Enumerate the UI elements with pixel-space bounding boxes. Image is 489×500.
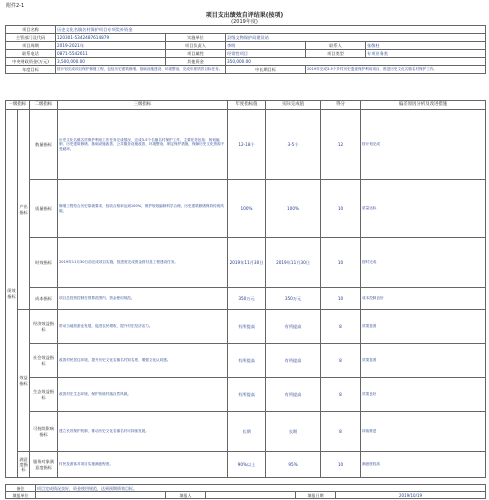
row-annual: 有所提高: [228, 310, 266, 344]
row-l3: 改善村庄生态环境，保护传统村落自然风貌。: [58, 378, 228, 412]
attr-value: 经常性项目: [226, 50, 306, 58]
project-code-value: 120301-5342487614879: [56, 34, 166, 42]
phone-label: 联系电话: [6, 50, 56, 58]
row-annual: 350万元: [228, 288, 266, 310]
date-value: 2019/10/19: [336, 492, 486, 499]
header-deviation: 偏差原因分析及改进措施: [361, 101, 486, 110]
date-label: 填报日期: [296, 492, 336, 499]
attr-label: 项目属性: [166, 50, 226, 58]
row-actual: 2019年11月30日: [266, 238, 321, 288]
footer-table: [5, 484, 486, 499]
budget-label: 中央财政资金(万元): [6, 58, 56, 66]
row-l2: 服务对象满意度指标: [30, 452, 58, 478]
other-label: 其他资金: [166, 58, 226, 66]
row-l2: 数量指标: [30, 110, 58, 180]
row-l2: 质量指标: [30, 180, 58, 238]
row-score: 8: [321, 412, 361, 452]
side-label-effect: 效益指标: [18, 310, 30, 452]
row-annual: 有所提高: [228, 344, 266, 378]
long-goal-label: 中长期目标: [226, 66, 306, 74]
row-l2: 生态效益指标: [30, 378, 58, 412]
row-score: 10: [321, 288, 361, 310]
row-score: 10: [321, 452, 361, 478]
row-l3: 建立长效保护机制，推动历史文化名镇名村可持续发展。: [58, 412, 228, 452]
row-actual: 100%: [266, 180, 321, 238]
report-title: 项目支出绩效自评结果(按项): [205, 12, 284, 19]
row-l2: 可持续影响指标: [30, 412, 58, 452]
type-label: 项目类型: [306, 50, 366, 58]
project-name-value: 历史文化名镇名村保护项目专项奖补资金: [56, 26, 486, 34]
row-l2: 社会效益指标: [30, 344, 58, 378]
row-annual: 12-18个: [228, 110, 266, 180]
fill-unit-value: [36, 492, 166, 499]
row-note: 按时完成: [361, 238, 486, 288]
header-score: 得分: [321, 101, 361, 110]
row-note: 质量达标: [361, 180, 486, 238]
row-l3: 村民及游客对项目实施满意程度。: [58, 452, 228, 478]
row-annual: 2019年11月30日: [228, 238, 266, 288]
contact-label: 联系人: [306, 42, 366, 50]
filler-label: 填报人: [166, 492, 206, 499]
row-score: 8: [321, 344, 361, 378]
row-actual: 95%: [266, 452, 321, 478]
row-note: 成本控制良好: [361, 288, 486, 310]
footer-note-label: 备注: [6, 485, 36, 492]
row-annual: 90%以上: [228, 452, 266, 478]
row-annual: 有所提高: [228, 378, 266, 412]
row-score: 12: [321, 110, 361, 180]
row-l2: 经济效益指标: [30, 310, 58, 344]
annual-goal-value: 按计划完成项目保护修缮工程，包括历史建筑修缮、基础设施建设、环境整治，完成年度绩效目标任务。: [56, 66, 226, 74]
fill-unit-label: 填报单位: [6, 492, 36, 499]
impl-unit-value: 县级文物保护局建设站: [226, 34, 486, 42]
row-score: 8: [321, 310, 361, 344]
footer-note: 项目完成情况良好，资金使用规范，达到预期绩效目标。: [36, 485, 486, 492]
side-label-output: 产出指标: [18, 110, 30, 310]
row-actual: 3-5个: [266, 110, 321, 180]
row-note: 按计划完成: [361, 110, 486, 180]
row-note: 持续推进: [361, 412, 486, 452]
contact-value: 张敬柱: [366, 42, 486, 50]
impl-unit-label: 实施单位: [166, 34, 226, 42]
report-subtitle: (2019年度): [231, 19, 258, 25]
other-value: 350,000.00: [226, 58, 486, 66]
row-l2: 成本指标: [30, 288, 58, 310]
project-code-label: 主管部门及代码: [6, 34, 56, 42]
project-info-table: [5, 25, 486, 74]
phone-value: 0871-5542611: [56, 50, 166, 58]
long-goal-value: 2019年完成3-5个乡村历史遗迹保护利用项目，推进历史文化名镇名村保护工作。: [306, 66, 486, 74]
type-value: 专项业务类: [366, 50, 486, 58]
header-level2: 二级指标: [30, 101, 58, 110]
project-period-value: 2019-2021年: [56, 42, 166, 50]
filler-value: [206, 492, 296, 499]
annual-goal-label: 年度目标: [6, 66, 56, 74]
row-l3: 修缮工程符合历史原貌要求，验收合格率达到100%，保护规划编制科学合理，历史建筑修缮保持传统风貌。: [58, 180, 228, 238]
project-period-label: 项目周期: [6, 42, 56, 50]
row-actual: 350万元: [266, 288, 321, 310]
row-note: 满意度较高: [361, 452, 486, 478]
appendix-label: 附件2-1: [6, 3, 25, 9]
header-actual: 实际完成值: [266, 101, 321, 110]
indicator-table: [5, 100, 486, 478]
row-actual: 有所提高: [266, 378, 321, 412]
row-l3: 2019年11月30日前完成项目实施，按进度完成资金拨付及工程建设任务。: [58, 238, 228, 288]
row-l3: 项目总投资控制在预算范围内，资金使用规范。: [58, 288, 228, 310]
header-level3: 三级指标: [58, 101, 228, 110]
side-label-outer: 绩效指标: [6, 110, 18, 478]
leader-label: 项目负责人: [166, 42, 226, 50]
budget-value: 3,500,000.00: [56, 58, 166, 66]
row-score: 10: [321, 238, 361, 288]
row-l3: 历史文化名镇名村保护利用工作任务完成情况，完成3-5个名镇名村保护工作，主要任务包括：规划编制、历史建筑修缮、基础设施改善、公共服务设施改善、环境整治，制定保护措施，保障历史文化资源不受破坏。: [58, 110, 228, 180]
row-note: 效果显著: [361, 344, 486, 378]
row-note: 效果良好: [361, 378, 486, 412]
row-note: 效果显著: [361, 310, 486, 344]
leader-value: 李明: [226, 42, 306, 50]
header-annual: 年度指标值: [228, 101, 266, 110]
row-l2: 时效指标: [30, 238, 58, 288]
row-score: 10: [321, 180, 361, 238]
row-annual: 100%: [228, 180, 266, 238]
row-l3: 改善村民居住环境，提升历史文化名镇名村知名度，增强文化认同感。: [58, 344, 228, 378]
row-actual: 有所提高: [266, 344, 321, 378]
side-label-satisfaction: 满意度指标: [18, 452, 30, 478]
row-actual: 长期: [266, 412, 321, 452]
row-score: 8: [321, 378, 361, 412]
row-actual: 有所提高: [266, 310, 321, 344]
project-name-label: 项目名称: [6, 26, 56, 34]
row-annual: 长期: [228, 412, 266, 452]
row-l3: 带动当地旅游业发展，促进农民增收，提升村庄经济活力。: [58, 310, 228, 344]
header-level1: 一级指标: [6, 101, 30, 110]
